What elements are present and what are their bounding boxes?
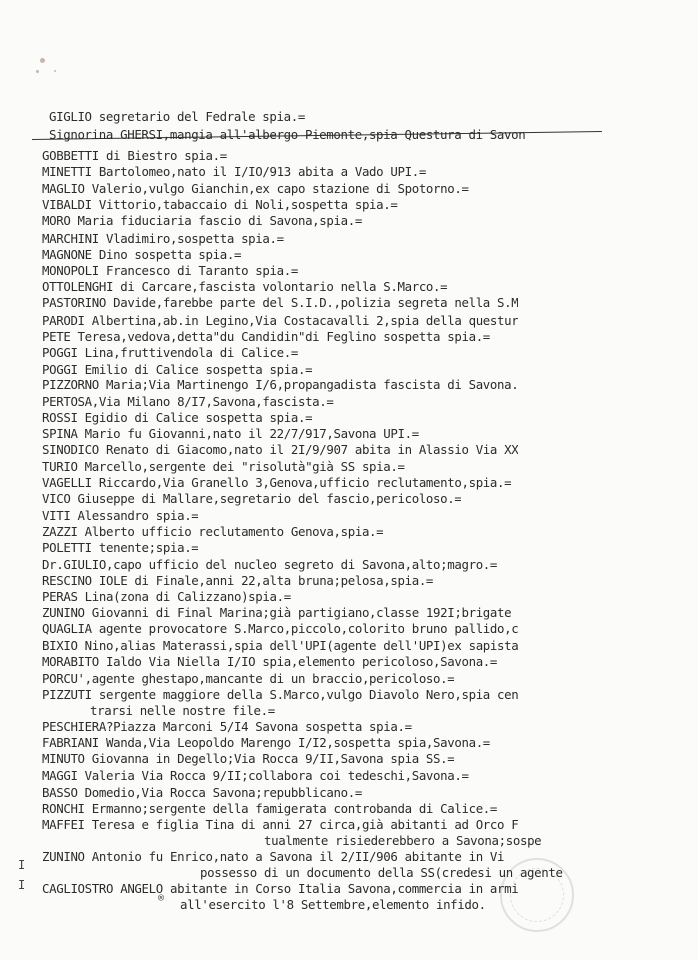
list-entry: VICO Giuseppe di Mallare,segretario del fascio,pericoloso.=: [42, 492, 462, 506]
list-entry: FABRIANI Wanda,Via Leopoldo Marengo I/I2,sospetta spia,Savona.=: [42, 736, 490, 750]
list-entry: trarsi nelle nostre file.=: [90, 704, 275, 718]
list-entry: all'esercito l'8 Settembre,elemento infido.: [180, 898, 486, 912]
list-entry: PORCU',agente ghestapo,mancante di un braccio,pericoloso.=: [42, 672, 455, 686]
list-entry: TURIO Marcello,sergente dei "risolutà"già SS spia.=: [42, 460, 405, 474]
list-entry: ZAZZI Alberto ufficio reclutamento Genova,spia.=: [42, 525, 384, 539]
list-entry: PERTOSA,Via Milano 8/I7,Savona,fascista.=: [42, 395, 334, 409]
list-entry: MAGLIO Valerio,vulgo Gianchin,ex capo stazione di Spotorno.=: [42, 182, 469, 196]
list-entry: possesso di un documento della SS(credesi un agente: [200, 866, 563, 880]
list-entry: PETE Teresa,vedova,detta"du Candidin"di Feglino sospetta spia.=: [42, 330, 490, 344]
list-entry: PARODI Albertina,ab.in Legino,Via Costacavalli 2,spia della questur: [42, 314, 519, 328]
list-entry: BIXIO Nino,alias Materassi,spia dell'UPI(agente dell'UPI)ex sapista: [42, 639, 519, 653]
list-entry: VAGELLI Riccardo,Via Granello 3,Genova,ufficio reclutamento,spia.=: [42, 476, 512, 490]
list-entry: MORABITO Ialdo Via Niella I/IO spia,elemento pericoloso,Savona.=: [42, 655, 498, 669]
list-entry: PESCHIERA?Piazza Marconi 5/I4 Savona sospetta spia.=: [42, 720, 412, 734]
list-entry: MONOPOLI Francesco di Taranto spia.=: [42, 264, 298, 278]
list-entry: MAGNONE Dino sospetta spia.=: [42, 248, 242, 262]
list-entry: Signorina GHERSI,mangia all'albergo Piemonte,spia Questura di Savon: [49, 128, 526, 142]
list-entry: tualmente risiederebbero a Savona;sospe: [264, 834, 542, 848]
list-entry: GIGLIO segretario del Fedrale spia.=: [49, 110, 305, 124]
list-entry: ZUNINO Giovanni di Final Marina;già partigiano,classe 192I;brigate: [42, 606, 512, 620]
list-entry: Dr.GIULIO,capo ufficio del nucleo segreto di Savona,alto;magro.=: [42, 558, 498, 572]
list-entry: ZUNINO Antonio fu Enrico,nato a Savona il 2/II/906 abitante in Vi: [42, 850, 505, 864]
list-entry: BASSO Domedio,Via Rocca Savona;repubblicano.=: [42, 786, 362, 800]
margin-mark: I: [18, 858, 26, 872]
list-entry: VIBALDI Vittorio,tabaccaio di Noli,sospetta spia.=: [42, 198, 398, 212]
list-entry: MARCHINI Vladimiro,sospetta spia.=: [42, 232, 284, 246]
margin-mark: ®: [158, 893, 165, 904]
list-entry: POLETTI tenente;spia.=: [42, 541, 199, 555]
list-entry: VITI Alessandro spia.=: [42, 509, 199, 523]
list-entry: POGGI Emilio di Calice sospetta spia.=: [42, 363, 313, 377]
rubber-stamp: [500, 858, 574, 932]
list-entry: PIZZUTI sergente maggiore della S.Marco,vulgo Diavolo Nero,spia cen: [42, 688, 519, 702]
list-entry: OTTOLENGHI di Carcare,fascista volontario nella S.Marco.=: [42, 280, 448, 294]
list-entry: MINETTI Bartolomeo,nato il I/IO/913 abita a Vado UPI.=: [42, 165, 426, 179]
list-entry: PERAS Lina(zona di Calizzano)spia.=: [42, 590, 291, 604]
list-entry: MORO Maria fiduciaria fascio di Savona,spia.=: [42, 214, 362, 228]
list-entry: CAGLIOSTRO ANGELO abitante in Corso Italia Savona,commercia in armi: [42, 882, 519, 896]
list-entry: POGGI Lina,fruttivendola di Calice.=: [42, 346, 298, 360]
list-entry: PIZZORNO Maria;Via Martinengo I/6,propangadista fascista di Savona.: [42, 378, 519, 392]
list-entry: MINUTO Giovanna in Degello;Via Rocca 9/II,Savona spia SS.=: [42, 752, 455, 766]
margin-mark: I: [18, 878, 26, 892]
list-entry: ROSSI Egidio di Calice sospetta spia.=: [42, 411, 313, 425]
list-entry: SPINA Mario fu Giovanni,nato il 22/7/917,Savona UPI.=: [42, 427, 419, 441]
list-entry: MAGGI Valeria Via Rocca 9/II;collabora coi tedeschi,Savona.=: [42, 769, 469, 783]
list-entry: PASTORINO Davide,farebbe parte del S.I.D.,polizia segreta nella S.M: [42, 296, 519, 310]
list-entry: RESCINO IOLE di Finale,anni 22,alta bruna;pelosa,spia.=: [42, 574, 434, 588]
list-entry: GOBBETTI di Biestro spia.=: [42, 149, 227, 163]
list-entry: RONCHI Ermanno;sergente della famigerata controbanda di Calice.=: [42, 802, 498, 816]
list-entry: MAFFEI Teresa e figlia Tina di anni 27 circa,già abitanti ad Orco F: [42, 818, 519, 832]
list-entry: QUAGLIA agente provocatore S.Marco,piccolo,colorito bruno pallido,c: [42, 622, 519, 636]
list-entry: SINODICO Renato di Giacomo,nato il 2I/9/907 abita in Alassio Via XX: [42, 443, 519, 457]
